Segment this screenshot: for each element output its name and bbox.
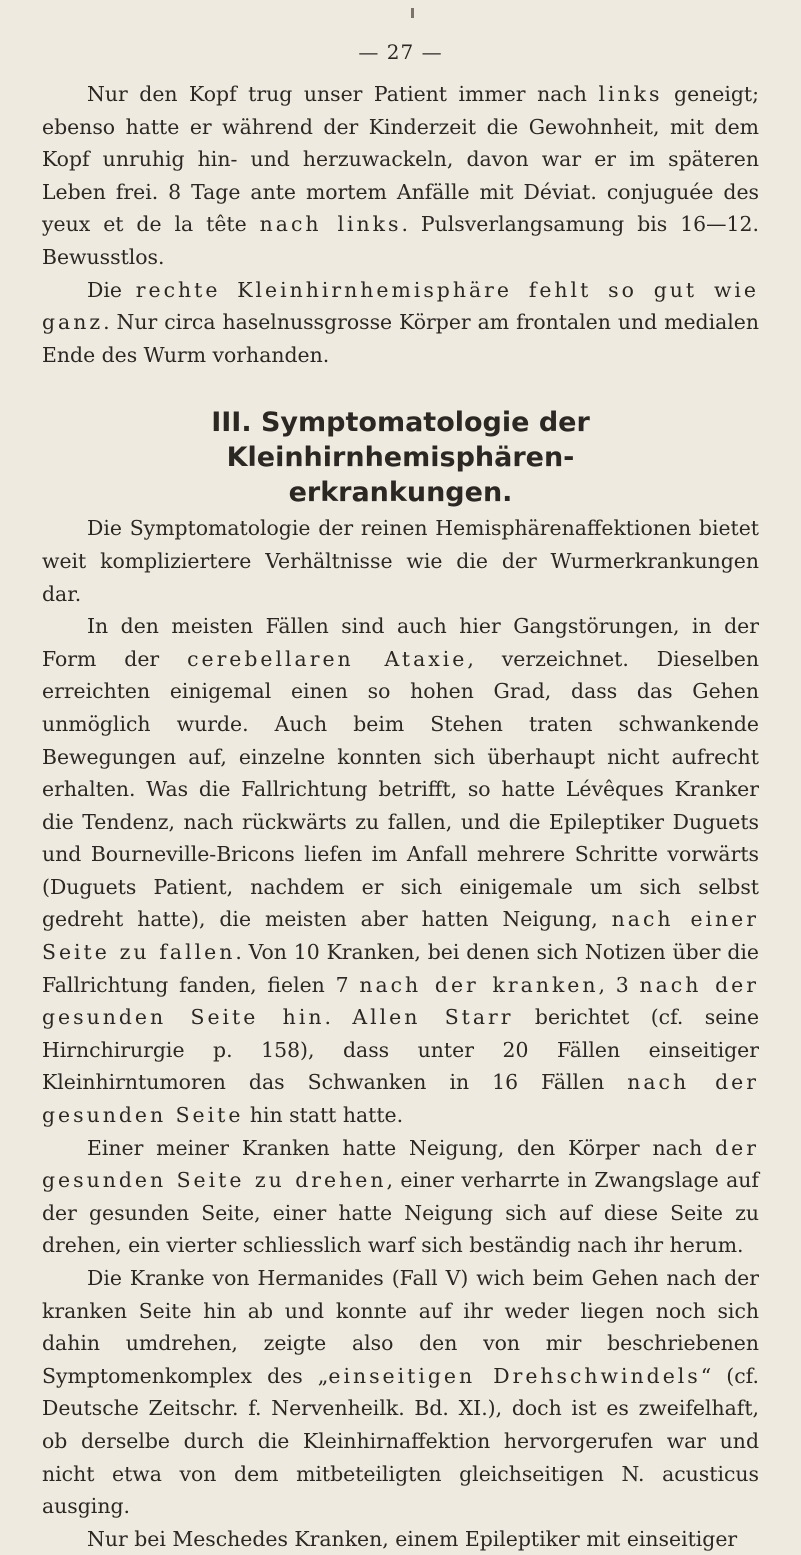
text-run: Die xyxy=(87,277,136,302)
text-run: . Nur circa haselnussgrosse Körper am frontalen und medialen Ende des Wurm vorhanden. xyxy=(42,310,759,367)
emphasis-run: nach der gesunden Seite xyxy=(42,1070,759,1128)
text-run: . xyxy=(324,1005,353,1030)
text-run: Die Kranke von Hermanides (Fall V) wich beim Gehen nach der kranken Seite hin ab und konnte auf ihr weder liegen noch sich dahin umdrehen, zeigte also den von mir beschriebenen Symptomenkomplex des „ xyxy=(42,1266,759,1388)
text-run: , verzeichnet. Dieselben erreichten einigemal einen so hohen Grad, dass das Gehen unmöglich wurde. Auch beim Stehen traten schwankende Bewegungen auf, einzelne konnten sich überhaupt nicht aufrecht erhalten. Was die Fallrichtung betrifft, so hatte Lévêques Kranker die Tendenz, nach rückwärts zu fallen, und die Epileptiker Duguets und Bourneville-Bricons liefen im Anfall mehrere Schritte vorwärts (Duguets Patient, nachdem er sich einigemale um sich selbst gedreht hatte), die meisten aber hatten Neigung, xyxy=(42,646,759,932)
text-run: Nur bei Meschedes Kranken, einem Epileptiker mit einseitiger xyxy=(87,1526,738,1551)
text-run: , einer verharrte in Zwangslage auf der gesunden Seite, einer hatte Neigung sich auf diese Seite zu drehen, ein vierter schliesslich warf sich beständig nach ihr herum. xyxy=(42,1168,759,1258)
paragraph-meschede xyxy=(42,1523,759,1555)
emphasis-run: cerebellaren Ataxie xyxy=(187,646,468,671)
text-run: geneigt; ebenso hatte er während der Kinderzeit die Gewohnheit, mit dem Kopf unruhig hin- und herzuwackeln, davon war er im späteren Leben frei. 8 Tage ante mortem Anfälle mit Déviat. conjuguée des yeux et de la tête xyxy=(42,82,759,237)
text-run: . Pulsverlangsamung bis 16—12. Bewusstlos. xyxy=(42,212,759,269)
emphasis-run: der gesunden Seite zu drehen xyxy=(42,1135,759,1193)
paragraph-hermanides xyxy=(42,1262,759,1523)
text-run: In den meisten Fällen sind auch hier Gangstörungen, in der Form der xyxy=(42,614,759,671)
emphasis-run: rechte Kleinhirnhemisphäre fehlt so gut wie ganz xyxy=(42,277,759,335)
text-run: , 3 xyxy=(598,972,640,997)
page-body xyxy=(42,78,759,1555)
section-heading-line-1: III. Symptomatologie der Kleinhirnhemisphären- xyxy=(211,407,590,474)
text-run: “ (cf. Deutsche Zeitschr. f. Nervenheilk. Bd. XI.), doch ist es zweifelhaft, ob derselbe durch die Kleinhirnaffektion hervorgerufen war und nicht etwa von dem mitbeteiligten gleichseitigen N. acusticus ausging. xyxy=(42,1363,759,1519)
text-run: . Von 10 Kranken, bei denen sich Notizen über die Fallrichtung fanden, fielen 7 xyxy=(42,940,759,997)
emphasis-run: nach der gesunden Seite hin xyxy=(42,972,759,1030)
emphasis-run: Allen Starr xyxy=(352,1005,514,1030)
emphasis-run: nach einer Seite zu fallen xyxy=(42,907,759,965)
text-run: Einer meiner Kranken hatte Neigung, den Körper nach xyxy=(87,1135,716,1160)
text-run: Die Symptomatologie der reinen Hemisphärenaffektionen bietet weit kompliziertere Verhältnisse wie die der Wurmerkrankungen dar. xyxy=(42,516,759,606)
section-heading-line-2: erkrankungen. xyxy=(288,477,513,509)
emphasis-run: nach der kranken xyxy=(359,972,599,997)
page-edge-mark xyxy=(411,8,414,18)
text-run: hin statt hatte. xyxy=(243,1103,404,1128)
paragraph-gait-disorders xyxy=(42,610,759,1132)
paragraph-intro xyxy=(42,512,759,610)
emphasis-run: einseitigen Drehschwindels xyxy=(328,1363,701,1388)
emphasis-run: links xyxy=(598,82,663,106)
paragraph-patient-head xyxy=(42,78,759,274)
section-heading xyxy=(42,405,759,510)
text-run: Nur den Kopf trug unser Patient immer nach xyxy=(87,82,599,106)
paragraph-rotation xyxy=(42,1132,759,1262)
emphasis-run: nach links xyxy=(259,212,402,237)
text-run: berichtet (cf. seine Hirnchirurgie p. 158), dass unter 20 Fällen einseitiger Kleinhirntumoren das Schwanken in 16 Fällen xyxy=(42,1005,760,1095)
page-number: — 27 — xyxy=(358,40,443,64)
paragraph-right-hemisphere xyxy=(42,274,759,372)
